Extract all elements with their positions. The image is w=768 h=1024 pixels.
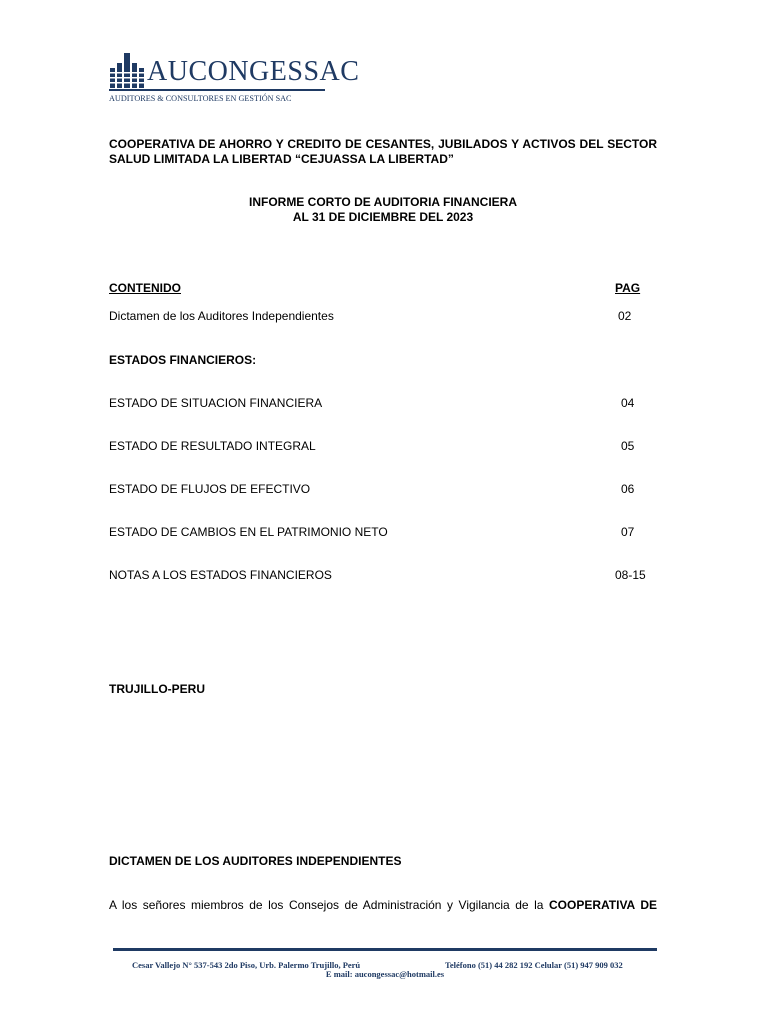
contents-row [109,481,657,497]
dictamen-title: DICTAMEN DE LOS AUDITORES INDEPENDIENTES [109,854,402,868]
contents-row-page: 04 [621,396,635,410]
contents-header-page: PAG [615,281,641,295]
footer-phone: Teléfono (51) 44 282 192 Celular (51) 947 909 032 [445,960,623,970]
contents-row [109,438,657,454]
contents-row-page: 06 [621,482,635,496]
contents-header [109,280,657,296]
contents-row-page: 05 [621,439,635,453]
footer-address: Cesar Vallejo N° 537-543 2do Piso, Urb. Palermo Trujillo, Perú [132,960,361,970]
location: TRUJILLO-PERU [109,682,205,696]
logo-name: AUCONGESSAC [147,56,360,87]
contents-row [109,524,657,540]
contents-header-label: CONTENIDO [109,281,181,295]
contents-row-page: 08-15 [615,568,646,582]
contents-row-label: ESTADO DE CAMBIOS EN EL PATRIMONIO NETO [109,525,388,539]
footer-divider [113,948,657,951]
contents-row-label: NOTAS A LOS ESTADOS FINANCIEROS [109,568,332,582]
contents-row-label: ESTADO DE RESULTADO INTEGRAL [109,439,316,453]
entity-title: COOPERATIVA DE AHORRO Y CREDITO DE CESANTES, JUBILADOS Y ACTIVOS DEL SECTOR SALUD LIMITADA LA LIBERTAD “CEJUASSA LA LIBERTAD” [109,137,657,166]
paragraph-bold: COOPERATIVA DE [549,898,657,912]
contents-row-page: 02 [618,309,632,323]
contents-row [109,395,657,411]
footer-email: E mail: aucongessac@hotmail.es [325,969,445,979]
contents-row-label: Dictamen de los Auditores Independientes [109,309,334,323]
logo-divider [109,89,325,91]
contents-row-label: ESTADO DE SITUACION FINANCIERA [109,396,323,410]
contents-row-dictamen [109,308,657,324]
dictamen-paragraph [109,897,657,913]
logo-subtitle: AUDITORES & CONSULTORES EN GESTIÓN SAC [109,94,292,103]
company-logo [109,52,360,108]
section-title: ESTADOS FINANCIEROS: [109,353,257,367]
contents-row-page: 07 [621,525,635,539]
report-title-line2: AL 31 DE DICIEMBRE DEL 2023 [292,210,474,224]
contents-row [109,567,657,583]
financial-statements-heading [109,352,657,368]
report-title [109,195,657,225]
paragraph-text: A los señores miembros de los Consejos de Administración y Vigilancia de la [109,898,549,912]
contents-row-label: ESTADO DE FLUJOS DE EFECTIVO [109,482,311,496]
building-columns-icon [109,53,145,88]
report-title-line1: INFORME CORTO DE AUDITORIA FINANCIERA [248,195,517,209]
